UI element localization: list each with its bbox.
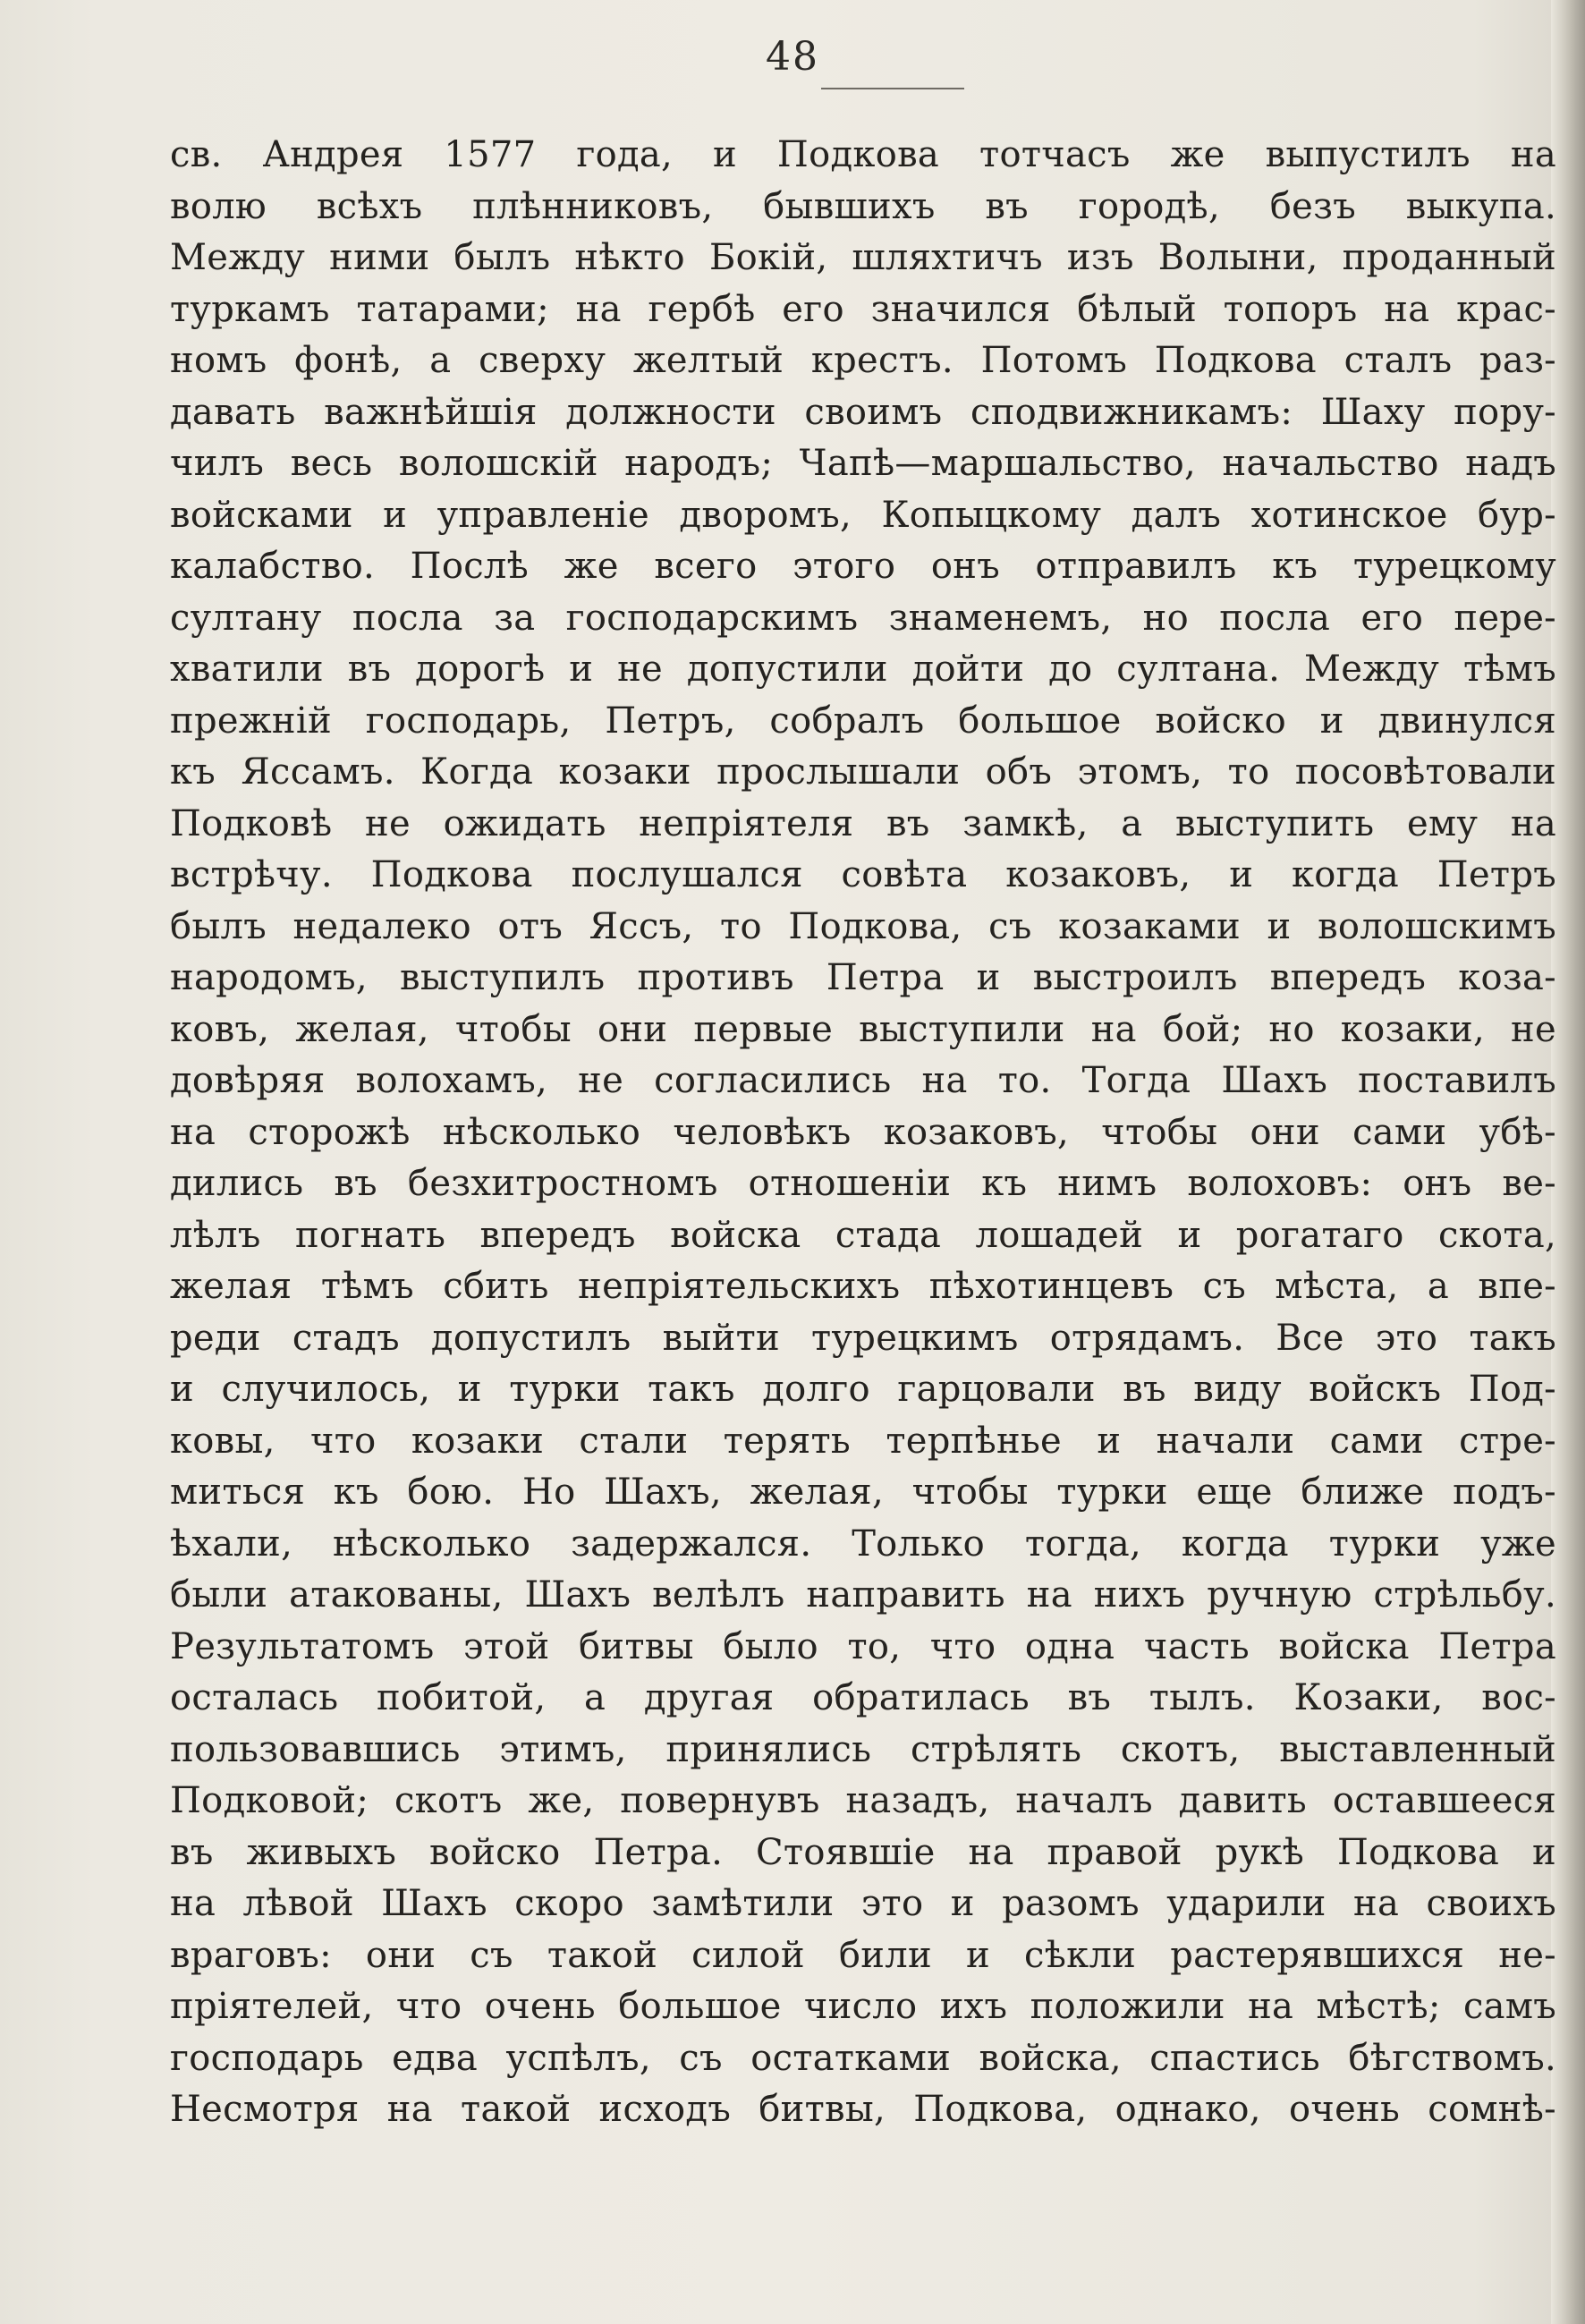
text-line: осталась побитой, а другая обратилась въ тылъ. Козаки, вос- bbox=[170, 1677, 1556, 1718]
text-line: народомъ, выступилъ противъ Петра и выстроилъ впередъ коза- bbox=[170, 957, 1556, 998]
body-text bbox=[170, 130, 1556, 2136]
text-line: волю всѣхъ плѣнниковъ, бывшихъ въ городѣ, безъ выкупа. bbox=[170, 185, 1556, 227]
text-line: Подковой; скотъ же, повернувъ назадъ, началъ давить оставшееся bbox=[170, 1780, 1556, 1821]
text-line: Результатомъ этой битвы было то, что одна часть войска Петра bbox=[170, 1625, 1556, 1667]
text-line: господарь едва успѣлъ, съ остатками войска, спастись бѣгствомъ. bbox=[170, 2037, 1556, 2079]
text-line: пользовавшись этимъ, принялись стрѣлять скотъ, выставленный bbox=[170, 1728, 1556, 1770]
text-line: прежній господарь, Петръ, собралъ большое войско и двинулся bbox=[170, 700, 1556, 742]
text-line: встрѣчу. Подкова послушался совѣта козаковъ, и когда Петръ bbox=[170, 854, 1556, 895]
text-line: реди стадъ допустилъ выйти турецкимъ отрядамъ. Все это такъ bbox=[170, 1317, 1556, 1359]
text-line: калабство. Послѣ же всего этого онъ отправилъ къ турецкому bbox=[170, 546, 1556, 587]
text-line: чилъ весь волошскій народъ; Чапѣ—маршальство, начальство надъ bbox=[170, 443, 1556, 484]
page-number-rule bbox=[821, 88, 964, 89]
text-line: туркамъ татарами; на гербѣ его значился бѣлый топоръ на крас- bbox=[170, 288, 1556, 330]
text-line: на сторожѣ нѣсколько человѣкъ козаковъ, чтобы они сами убѣ- bbox=[170, 1111, 1556, 1153]
text-line: ѣхали, нѣсколько задержался. Только тогда, когда турки уже bbox=[170, 1522, 1556, 1565]
text-line: Несмотря на такой исходъ битвы, Подкова, однако, очень сомнѣ- bbox=[170, 2089, 1556, 2130]
text-line: довѣряя волохамъ, не согласились на то. Тогда Шахъ поставилъ bbox=[170, 1060, 1556, 1101]
text-line: дились въ безхитростномъ отношеніи къ нимъ волоховъ: онъ ве- bbox=[170, 1163, 1556, 1204]
text-line: лѣлъ погнать впередъ войска стада лошадей и рогатаго скота, bbox=[170, 1214, 1556, 1256]
text-line: въ живыхъ войско Петра. Стоявшіе на правой рукѣ Подкова и bbox=[170, 1831, 1556, 1873]
text-line: ковъ, желая, чтобы они первые выступили на бой; но козаки, не bbox=[170, 1008, 1556, 1050]
text-line: на лѣвой Шахъ скоро замѣтили это и разомъ ударили на своихъ bbox=[170, 1883, 1556, 1924]
text-line: войсками и управленіе дворомъ, Копыцкому далъ хотинское бур- bbox=[170, 494, 1556, 536]
text-line: миться къ бою. Но Шахъ, желая, чтобы турки еще ближе подъ- bbox=[170, 1472, 1556, 1513]
text-line: номъ фонѣ, а сверху желтый крестъ. Потомъ Подкова сталъ раз- bbox=[170, 340, 1556, 381]
text-line: враговъ: они съ такой силой били и сѣкли растерявшихся не- bbox=[170, 1934, 1556, 1976]
text-line: и случилось, и турки такъ долго гарцовали въ виду войскъ Под- bbox=[170, 1369, 1556, 1410]
text-line: хватили въ дорогѣ и не допустили дойти до султана. Между тѣмъ bbox=[170, 649, 1556, 690]
text-line: султану посла за господарскимъ знаменемъ, но посла его пере- bbox=[170, 597, 1556, 639]
text-line: Между ними былъ нѣкто Бокій, шляхтичъ изъ Волыни, проданный bbox=[170, 237, 1556, 278]
text-line: пріятелей, что очень большое число ихъ положили на мѣстѣ; самъ bbox=[170, 1986, 1556, 2027]
text-line: давать важнѣйшія должности своимъ сподвижникамъ: Шаху пору- bbox=[170, 391, 1556, 433]
page-number: 48 bbox=[766, 34, 819, 80]
text-line: Подковѣ не ожидать непріятеля въ замкѣ, а выступить ему на bbox=[170, 802, 1556, 844]
text-line: ковы, что козаки стали терять терпѣнье и начали сами стре- bbox=[170, 1420, 1556, 1462]
text-line: былъ недалеко отъ Яссъ, то Подкова, съ козаками и волошскимъ bbox=[170, 905, 1556, 947]
text-line: св. Андрея 1577 года, и Подкова тотчасъ же выпустилъ на bbox=[170, 134, 1556, 175]
text-line: желая тѣмъ сбить непріятельскихъ пѣхотинцевъ съ мѣста, а впе- bbox=[170, 1266, 1556, 1307]
text-line: къ Яссамъ. Когда козаки прослышали объ этомъ, то посовѣтовали bbox=[170, 751, 1556, 793]
text-line: были атакованы, Шахъ велѣлъ направить на нихъ ручную стрѣльбу. bbox=[170, 1574, 1556, 1616]
